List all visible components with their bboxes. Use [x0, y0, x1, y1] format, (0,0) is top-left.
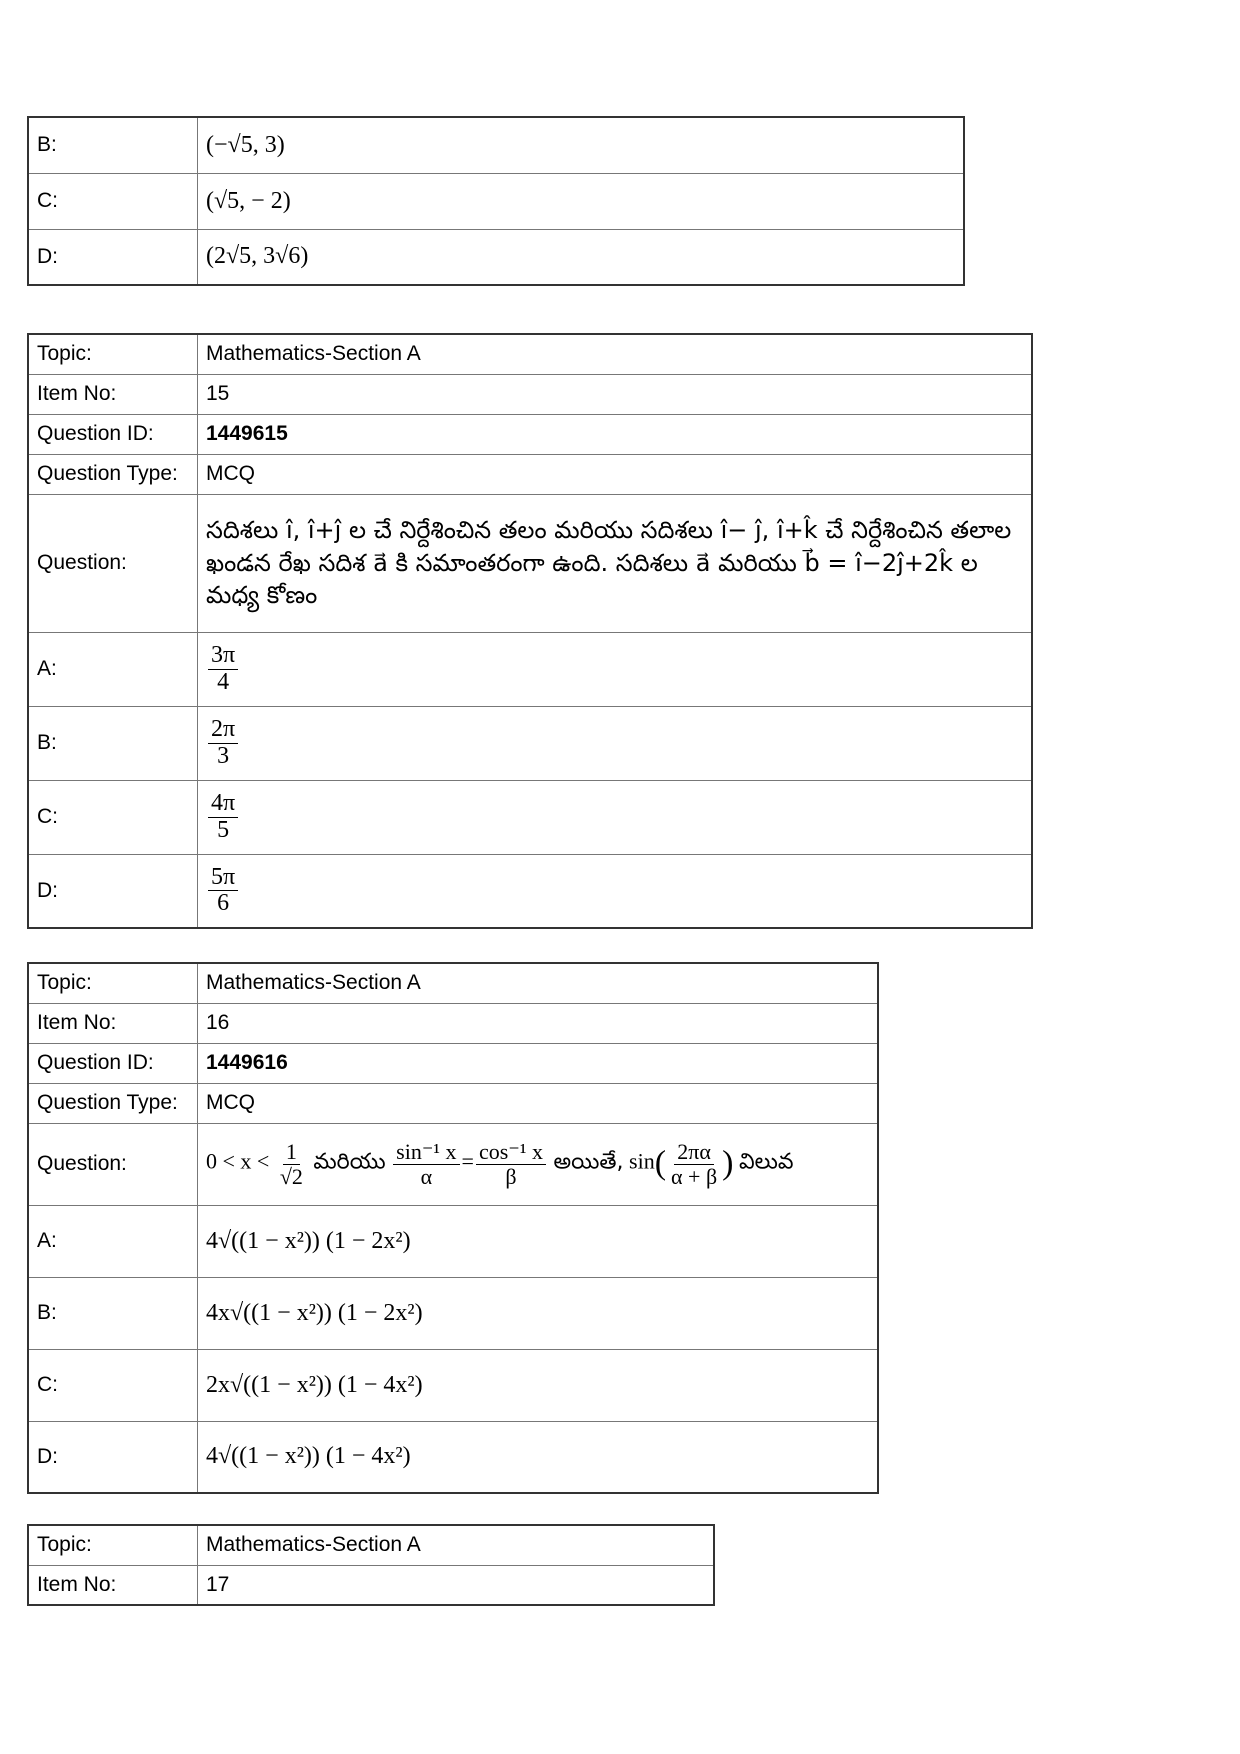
topic-row [28, 963, 878, 1003]
option-value: 4√((1 − x²)) (1 − 2x²) [198, 1205, 879, 1277]
option-row [28, 1277, 878, 1349]
option-value: (−√5, 3) [198, 117, 965, 173]
option-row [28, 632, 1032, 706]
option-value: 4x√((1 − x²)) (1 − 2x²) [198, 1277, 879, 1349]
option-label: D: [28, 229, 198, 285]
topic-row [28, 1525, 714, 1565]
item-value: 16 [198, 1003, 879, 1043]
prev-options-table [27, 116, 965, 286]
option-row [28, 229, 964, 285]
equals-sign: = [461, 1149, 474, 1175]
question-text: సదిశలు î, î+ĵ ల చే నిర్దేశించిన తలం మరియు సదిశలు î− ĵ, î+k̂ చే నిర్దేశించిన తలాల ఖండన రేఖ సదిశ a⃗ కి సమాంతరంగా ఉంది. సదిశలు a⃗ మరియు b⃗ = î−2ĵ+2k̂ ల మధ్య కోణం [198, 494, 1033, 632]
fraction-denominator: β [505, 1163, 517, 1189]
question-15-table [27, 333, 1033, 929]
topic-value: Mathematics-Section A [198, 963, 879, 1003]
fraction [277, 1140, 306, 1187]
option-fraction [208, 643, 238, 694]
option-label: C: [28, 1349, 198, 1421]
question-type-row [28, 1083, 878, 1123]
telugu-word: విలువ [739, 1150, 794, 1176]
sin-function: sin [629, 1149, 655, 1175]
fraction-denominator: 3 [217, 742, 230, 769]
topic-label: Topic: [28, 1525, 198, 1565]
fraction [393, 1140, 459, 1187]
option-value: 2x√((1 − x²)) (1 − 4x²) [198, 1349, 879, 1421]
question-row [28, 1123, 878, 1205]
option-row [28, 854, 1032, 928]
question-type-row [28, 454, 1032, 494]
option-label: C: [28, 780, 198, 854]
telugu-word: అయితే, [553, 1150, 624, 1176]
option-label: A: [28, 1205, 198, 1277]
topic-label: Topic: [28, 334, 198, 374]
question-label: Question: [28, 494, 198, 632]
fraction-denominator: α [420, 1163, 433, 1189]
option-row [28, 1421, 878, 1493]
fraction-denominator: α + β [671, 1163, 718, 1189]
option-value: (√5, − 2) [198, 173, 965, 229]
question-type-label: Question Type: [28, 1083, 198, 1123]
fraction-numerator: 2πα [674, 1140, 714, 1164]
topic-row [28, 334, 1032, 374]
topic-value: Mathematics-Section A [198, 1525, 715, 1565]
option-label: D: [28, 854, 198, 928]
item-label: Item No: [28, 374, 198, 414]
fraction [476, 1140, 546, 1187]
question-label: Question: [28, 1123, 198, 1205]
option-row [28, 780, 1032, 854]
topic-label: Topic: [28, 963, 198, 1003]
question-type-label: Question Type: [28, 454, 198, 494]
question-id-value: 1449615 [198, 414, 1033, 454]
option-label: D: [28, 1421, 198, 1493]
option-row [28, 117, 964, 173]
option-label: B: [28, 117, 198, 173]
fraction-numerator: 1 [283, 1140, 300, 1164]
question-type-value: MCQ [198, 454, 1033, 494]
option-row [28, 706, 1032, 780]
item-value: 17 [198, 1565, 715, 1605]
item-value: 15 [198, 374, 1033, 414]
option-row [28, 1349, 878, 1421]
fraction-denominator: √2 [279, 1163, 303, 1189]
telugu-word: మరియు [313, 1150, 386, 1176]
inequality-text: 0 < x < [206, 1149, 270, 1175]
question-17-table [27, 1524, 715, 1606]
fraction-numerator: 2π [208, 717, 238, 743]
question-id-value: 1449616 [198, 1043, 879, 1083]
question-text: 0 < x < $\frac{1}{√2}$ మరియు $\frac{\text{sin⁻¹ x}}{\alpha}$ = $\frac{\text{cos⁻¹ x}}{\beta}$ అయితే, sin( $\frac{2\pi\alpha}{\alpha + \beta}$ ) విలువ [198, 1123, 879, 1205]
item-row [28, 1565, 714, 1605]
option-fraction [208, 717, 238, 768]
fraction-numerator: 5π [208, 865, 238, 891]
item-label: Item No: [28, 1003, 198, 1043]
option-label: B: [28, 706, 198, 780]
option-value: (2√5, 3√6) [198, 229, 965, 285]
question-type-value: MCQ [198, 1083, 879, 1123]
option-fraction [208, 791, 238, 842]
question-id-row [28, 1043, 878, 1083]
question-id-row [28, 414, 1032, 454]
item-row [28, 374, 1032, 414]
option-fraction [208, 865, 238, 916]
fraction-numerator: cos⁻¹ x [476, 1140, 546, 1164]
fraction-denominator: 5 [217, 816, 230, 843]
question-16-table [27, 962, 879, 1494]
topic-value: Mathematics-Section A [198, 334, 1033, 374]
question-id-label: Question ID: [28, 414, 198, 454]
question-row [28, 494, 1032, 632]
fraction [668, 1140, 720, 1187]
option-label: A: [28, 632, 198, 706]
option-row [28, 173, 964, 229]
fraction-numerator: 4π [208, 791, 238, 817]
fraction-numerator: 3π [208, 643, 238, 669]
option-row [28, 1205, 878, 1277]
option-value: 4√((1 − x²)) (1 − 4x²) [198, 1421, 879, 1493]
question-id-label: Question ID: [28, 1043, 198, 1083]
fraction-numerator: sin⁻¹ x [393, 1140, 459, 1164]
item-row [28, 1003, 878, 1043]
fraction-denominator: 6 [217, 890, 230, 917]
option-label: C: [28, 173, 198, 229]
item-label: Item No: [28, 1565, 198, 1605]
fraction-denominator: 4 [217, 668, 230, 695]
option-label: B: [28, 1277, 198, 1349]
